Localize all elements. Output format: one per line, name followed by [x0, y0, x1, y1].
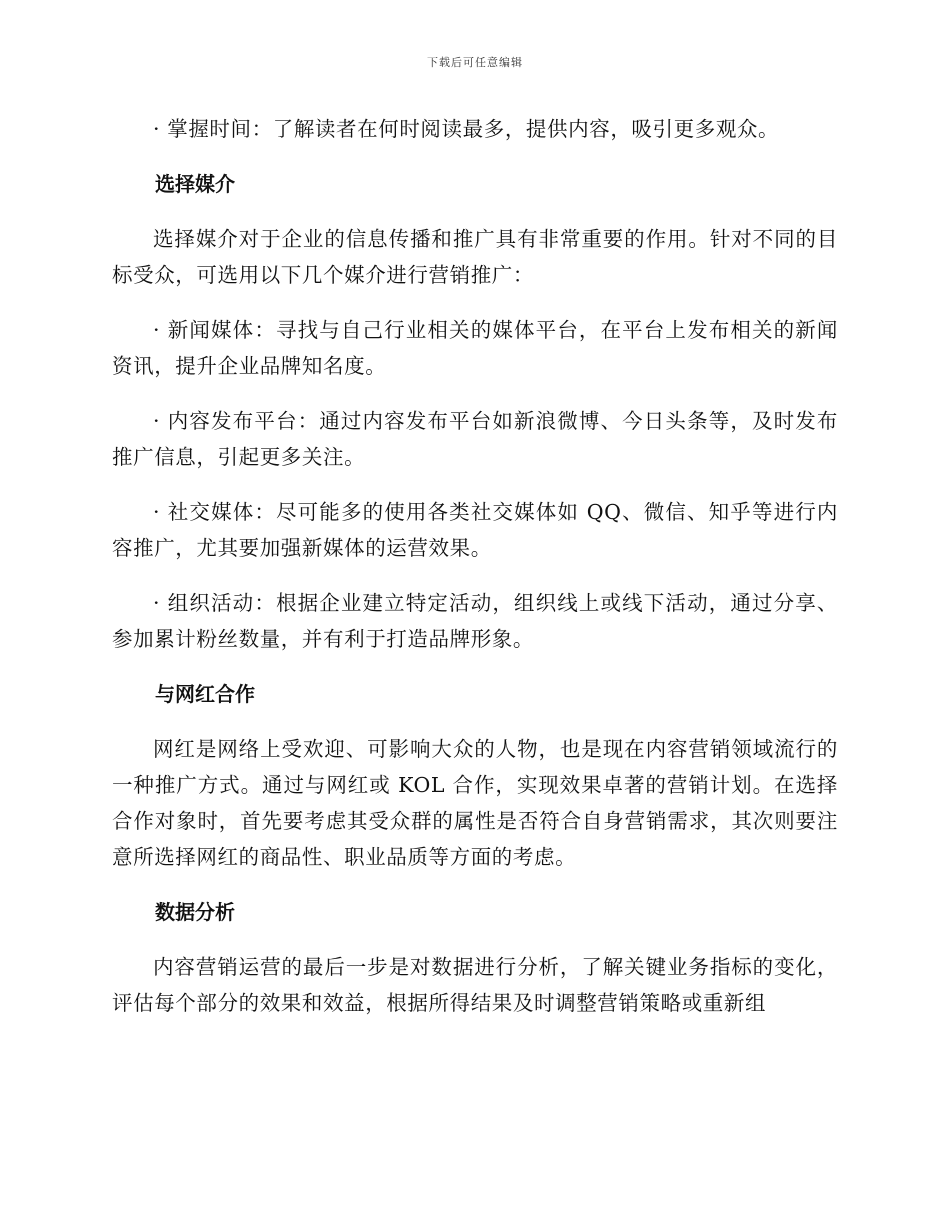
paragraph-data-analysis: 内容营销运营的最后一步是对数据进行分析，了解关键业务指标的变化，评估每个部分的效果和效益，根据所得结果及时调整营销策略或重新组	[112, 955, 838, 1015]
page-header: 下载后可任意编辑	[427, 56, 523, 69]
paragraph-media-intro: 选择媒介对于企业的信息传播和推广具有非常重要的作用。针对不同的目标受众，可选用以下几个媒介进行营销推广：	[112, 227, 838, 287]
heading-data-analysis: 数据分析	[155, 900, 235, 924]
bullet-content-platform: · 内容发布平台：通过内容发布平台如新浪微博、今日头条等，及时发布推广信息，引起更多关注。	[112, 409, 838, 469]
heading-influencer: 与网红合作	[155, 682, 255, 706]
bullet-timing: · 掌握时间：了解读者在何时阅读最多，提供内容，吸引更多观众。	[153, 117, 780, 141]
bullet-organize-events: · 组织活动：根据企业建立特定活动，组织线上或线下活动，通过分享、参加累计粉丝数量，并有利于打造品牌形象。	[112, 591, 838, 651]
heading-choose-media: 选择媒介	[155, 172, 235, 196]
paragraph-influencer: 网红是网络上受欢迎、可影响大众的人物，也是现在内容营销领域流行的一种推广方式。通过与网红或 KOL 合作，实现效果卓著的营销计划。在选择合作对象时，首先要考虑其受众群的属性是否符合自身营销需求，其次则要注意所选择网红的商品性、职业品质等方面的考虑。	[112, 737, 838, 869]
bullet-social-media: · 社交媒体：尽可能多的使用各类社交媒体如 QQ、微信、知乎等进行内容推广，尤其要加强新媒体的运营效果。	[112, 500, 838, 560]
bullet-news-media: · 新闻媒体：寻找与自己行业相关的媒体平台，在平台上发布相关的新闻资讯，提升企业品牌知名度。	[112, 318, 838, 378]
document-body	[112, 111, 838, 1040]
